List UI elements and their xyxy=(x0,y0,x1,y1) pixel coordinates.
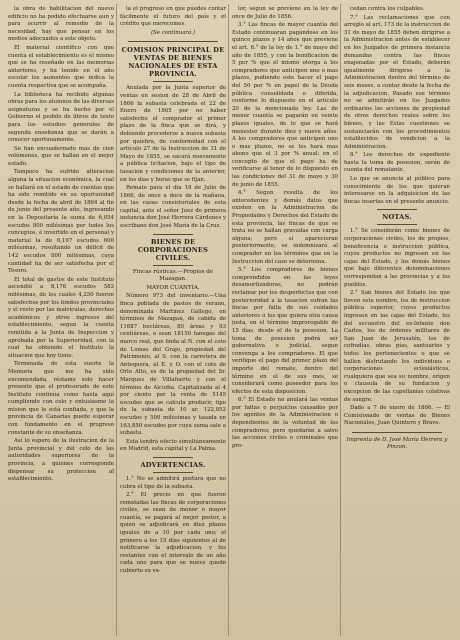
paragraph: cedan contra los culpables. xyxy=(350,6,425,12)
paragraph: El total de gastos de este Instituto ascendió a 8,176 escudos 582 milésimas, de los cuales 4,250 fueron satisfechos por los fondos provinciales y el resto por las matrículas, derechos académicos y otros ingresos del establecimiento, segun la cuenta remitida a la Junta de Inspeccion y aprobada por la Superioridad, con la cual ha obtenido el Instituto la situacion que hoy tiene. xyxy=(8,276,114,359)
subheading: Fincas rústicas.—Propios de Mazagan. xyxy=(132,268,214,283)
paragraph: 7.° Las reclamaciones que con arreglo al art. 173 de la instruccion de 31 de mayo de 1855 deben dirigirse a la Administracion antes de establecer en los Juzgados de primera instancia demandas contra las fincas enajenadas por el Estado, deberán igualmente dirigirse a la Administracion dentro del término de seis meses, a contar desde la fecha de la adjudicacion. Pasado ese término no se admitirán en los Juzgados ordinarios las acciones de propiedad de otros derechos reales sobre los bienes, y las Estas cuestiones se sustanciarán con los procedimientos establecidos de vendicion a la Administracion. xyxy=(344,14,450,150)
imprint-line: Imprenta de D. José María Herrera y Pinzon. xyxy=(346,436,448,451)
section-heading: NOTAS. xyxy=(382,213,412,222)
column-3 xyxy=(232,6,338,636)
paragraph: 6.° El Estado no anulará las ventas por faltas o perjuicios causados por los agentes de la Administracion o dependientes de la voluntad de los compradores; pero quedarán a salvo las acciones civiles o criminales que pro- xyxy=(232,397,338,449)
column-2 xyxy=(120,6,226,636)
paragraph: 4.° Segun resulta de los antecedentes y demás datos que existen en la Administracion de Propiedades y Derechos del Estado de esta provincia, las fincas de que se trata no se hallan gravadas con carga alguna; pero si aparecieran posteriormente, se indemnizará al comprador en los términos que en la Instruccion del caso se determina. xyxy=(232,190,338,265)
paragraph: Anulada por la Junta superior de ventas en sesion de 28 de Abril de 1866 la subasta celebrada el 22 de Enero de 1865 por no haber satisfecho el comprador el primer plazo de la finca que se dirá, y debiendo procederse a nueva subasta por quiebra, de conformidad con el artículo 27 de la Instruccion de 31 de Mayo de 1855, se sacará nuevamente a pública licitacion, bajo el tipo de tasacion y condiciones de la anterior, en los dias y horas que se fijan. xyxy=(120,85,226,183)
divider xyxy=(153,472,193,473)
paragraph: Remate para el dia 19 de Julio de 1866, de once a doce de la mañana, en las casas consistoriales de esta capital, ante el señor Juez de primera instancia don José Herrera Cárdenes y escribano don José María de la Cruz. xyxy=(120,185,226,230)
divider xyxy=(377,209,417,210)
continued-note: (Se continuará.) xyxy=(150,29,196,36)
section-heading: ADVERTENCIAS. xyxy=(140,460,206,469)
divider xyxy=(153,234,193,235)
subheading: MAYOR CUANTIA. xyxy=(146,284,200,291)
paragraph: 2.° Son bienes del Estado los que lleven este nombre, los de instruccion pública superior, cuyos productos ingresen en las cajas del Estado, los del secuestro del ex-Infante don Carlos, los de órdenes militares de San Juan de Jerusalén, los de cofradías, obras pías, santuarios y todos los pertenecientes o que se hallen disfrutando los individuos o corporaciones eclesiásticos, cualquiera que sea su nombre, origen o clausula de su fundacion y excepcion de las capellanías colativas de sangre. xyxy=(344,290,450,403)
paragraph: Dado a 7 de enero de 1866. — El Comisionado de ventas de Bienes Nacionales, Juan Quintero y Bravo. xyxy=(344,405,450,427)
paragraph: Tampoco ha sufrido alteracion alguna la situacion económica, la cual se hallará en el estado de cuentas que ha sido remitido en su oportunidad desde la fecha de abril de 1864 al fin de junio del presente año, ingresando en la Depositaría la suma de 6,054 escudos 800 milésimas por todos los conceptos, é invertido en el personal y material la de 6,197 escudos 600 milésimas, resultando un déficit de 142 escudos 800 milésimas, cuya cantidad ha de ser satisfecha por el Tesoro. xyxy=(8,169,114,275)
paragraph: 2.° El precio en que fueron rematadas las fincas de corporaciones civiles, se sean de menor o mayor cuantía, se pagará al mejor postor, a quien se adjudicará en diez plazos iguales de a 10 por cada uno; el primero a los 15 días siguientes al de notificarse la adjudicacion, y los restantes con el intervalo de un año cada uno para que se nueve quede cubierto su va- xyxy=(120,492,226,575)
column-4 xyxy=(344,6,450,636)
paragraph: Esta tendrá efecto simultáneamente en Madrid, esta capital y La Palma. xyxy=(120,438,226,453)
paragraph: 5.° Los compradores de bienes comprendidos en las leyes desamortizadoras, no podrán reclamar por los desperfectos que con posterioridad a la tasacion sufran las fincas por falta de sus cuidados anteriores o los que quiera otra causa justa, en el término improrogable de 15 días, desde el de la posesion. La toma de posesion podrá ser gubernativa o judicial, segun convenga a los compradores. El que verifique el pago del primer plazo del importe del remate, dentro del término en el de sus mes, se considerará como poseedor para los efectos de esta disposicion. xyxy=(232,267,338,395)
column-divider xyxy=(340,4,341,636)
paragraph: Así lo espero de la ilustracion de la Junta provincial y del celo de las autoridades superiores de la provincia, a quienes corresponde dispensar su proteccion al establecimiento. xyxy=(8,438,114,483)
divider xyxy=(153,265,193,266)
paragraph: Número 973 del inventario.—Una finca poblada de pastos de verano, denominada Martinez Gallego, en términos de Mazagan, de cabida de 11687 hectáreas, 80 áreas y 93 centiáreas, o sean 18150 fanegas del marco real, que linda al N. con el coto de Lomas del Grajo, propiedad del Patrimonio, al S. con la carretera de Antequera, al E. y O. con el coto de Orlo Alto, es de la propiedad del Sr. Marques de Villafuerte y con el término de Alcudia. Capitalizada al 4 por ciento por la renta de 5145 escudos que se calcula producir, tipo de la subasta de 10 ar. 122,052 escudos y 500 milésimas y tasada en 163,850 escudos por cuya suma sale a subasta. xyxy=(120,293,226,437)
paragraph: lor, segun se previene en la ley de once de Julio de 1856. xyxy=(232,6,338,20)
divider xyxy=(153,81,193,82)
paragraph: El material científico con que cuenta el establecimiento es el mismo que se ha reseñado en las memorias anteriores, y ha tenido en el año escolar los aumentos que indica la cuenta respectiva que se acompaña. xyxy=(8,44,114,89)
paragraph: Se han encuadernado mas de cien volúmenes, que se hallan en el mejor estado. xyxy=(8,145,114,167)
column-divider xyxy=(228,4,229,636)
paragraph: 1.° No se admitirá postura que no cubra el tipo de la subasta. xyxy=(120,475,226,490)
divider xyxy=(377,224,417,225)
section-divider xyxy=(128,41,218,42)
section-heading: COMISION PRINCIPAL DE VENTAS DE BIENES NACIONALES DE ESTA PROVINCIA. xyxy=(121,46,225,79)
paragraph: la obra de habilitacion del nuevo edificio no ha podido efectuarse aun y para ocurrir al remedio de la necesidad, hay que pensar en los medios adecuados a este objeto. xyxy=(8,6,114,43)
column-divider xyxy=(116,4,117,636)
section-divider xyxy=(352,432,442,433)
paragraph: Lo que se anuncia al público para conocimiento de los que quieran interesarse en la adquisicion de las fincas insertas en el presente anuncio. xyxy=(344,176,450,205)
divider xyxy=(153,457,193,458)
paragraph: 1.° Se considerán como bienes de corporaciones civiles, los de propios, beneficencia e instruccion pública, cuyos productos no ingresen en las cajas del Estado, y los demás bienes que bajo diferentes denominaciones correspondan a las provincias y a los pueblos. xyxy=(344,228,450,288)
paragraph: Terminada de esta suerte la Memoria que me ha sido encomendada, réstame solo hacer presente que el profesorado de este Instituto continúa como hasta aquí cumpliendo con celo y entusiasmo la mision que le está confiada, y que la provincia de Canarias puede esperar con fundamento en el progreso constante de su enseñanza. xyxy=(8,361,114,436)
column-1 xyxy=(8,6,114,636)
paragraph: 8.° Los derechos de expediente hasta la toma de posesion, serán de cuenta del rematante. xyxy=(344,152,450,174)
paragraph: La biblioteca ha recibido algunas obras para los alumnos de las diversas asignaturas y se ha hecho por el Gobierno el pedido de libros de texto para los estudios generales de segunda enseñanza que se darán a conocer oportunamente. xyxy=(8,91,114,144)
section-heading: BIENES DE CORPORACIONES CIVILES. xyxy=(137,237,209,262)
paragraph: la el progreso en que puedes contar fácilmente el futuro del país y el crédito que merecemos. xyxy=(120,6,226,28)
paragraph: 3.° Las fincas de mayor cuantía del Estado continuaran pagándose en los quince plazos y 14 años que previene el art. 6.° de la ley de 1.° de mayo del año de 1855, y con la bonificacion de 5 por % que el mismo otorga a los compradores que anticipen uno o mas plazos, pudiendo este hacer el pago del 50 por % en papel de la Deuda pública consolidada o diferida, conforme lo dispuesto en el artículo 20 de la mencionada ley. Las de menor cuantía se pagarán en veinte plazos iguales, de lo que se hará menester durante diez y nueve años. A los compradores que anticipen uno o mas plazos, no se les hará mas abono que el 3 por % anual; en el concepto de que el pago ha de verificarse al tenor de lo dispuesto en las condiciones del 31 de mayo y 30 de junio de 1855. xyxy=(232,22,338,188)
